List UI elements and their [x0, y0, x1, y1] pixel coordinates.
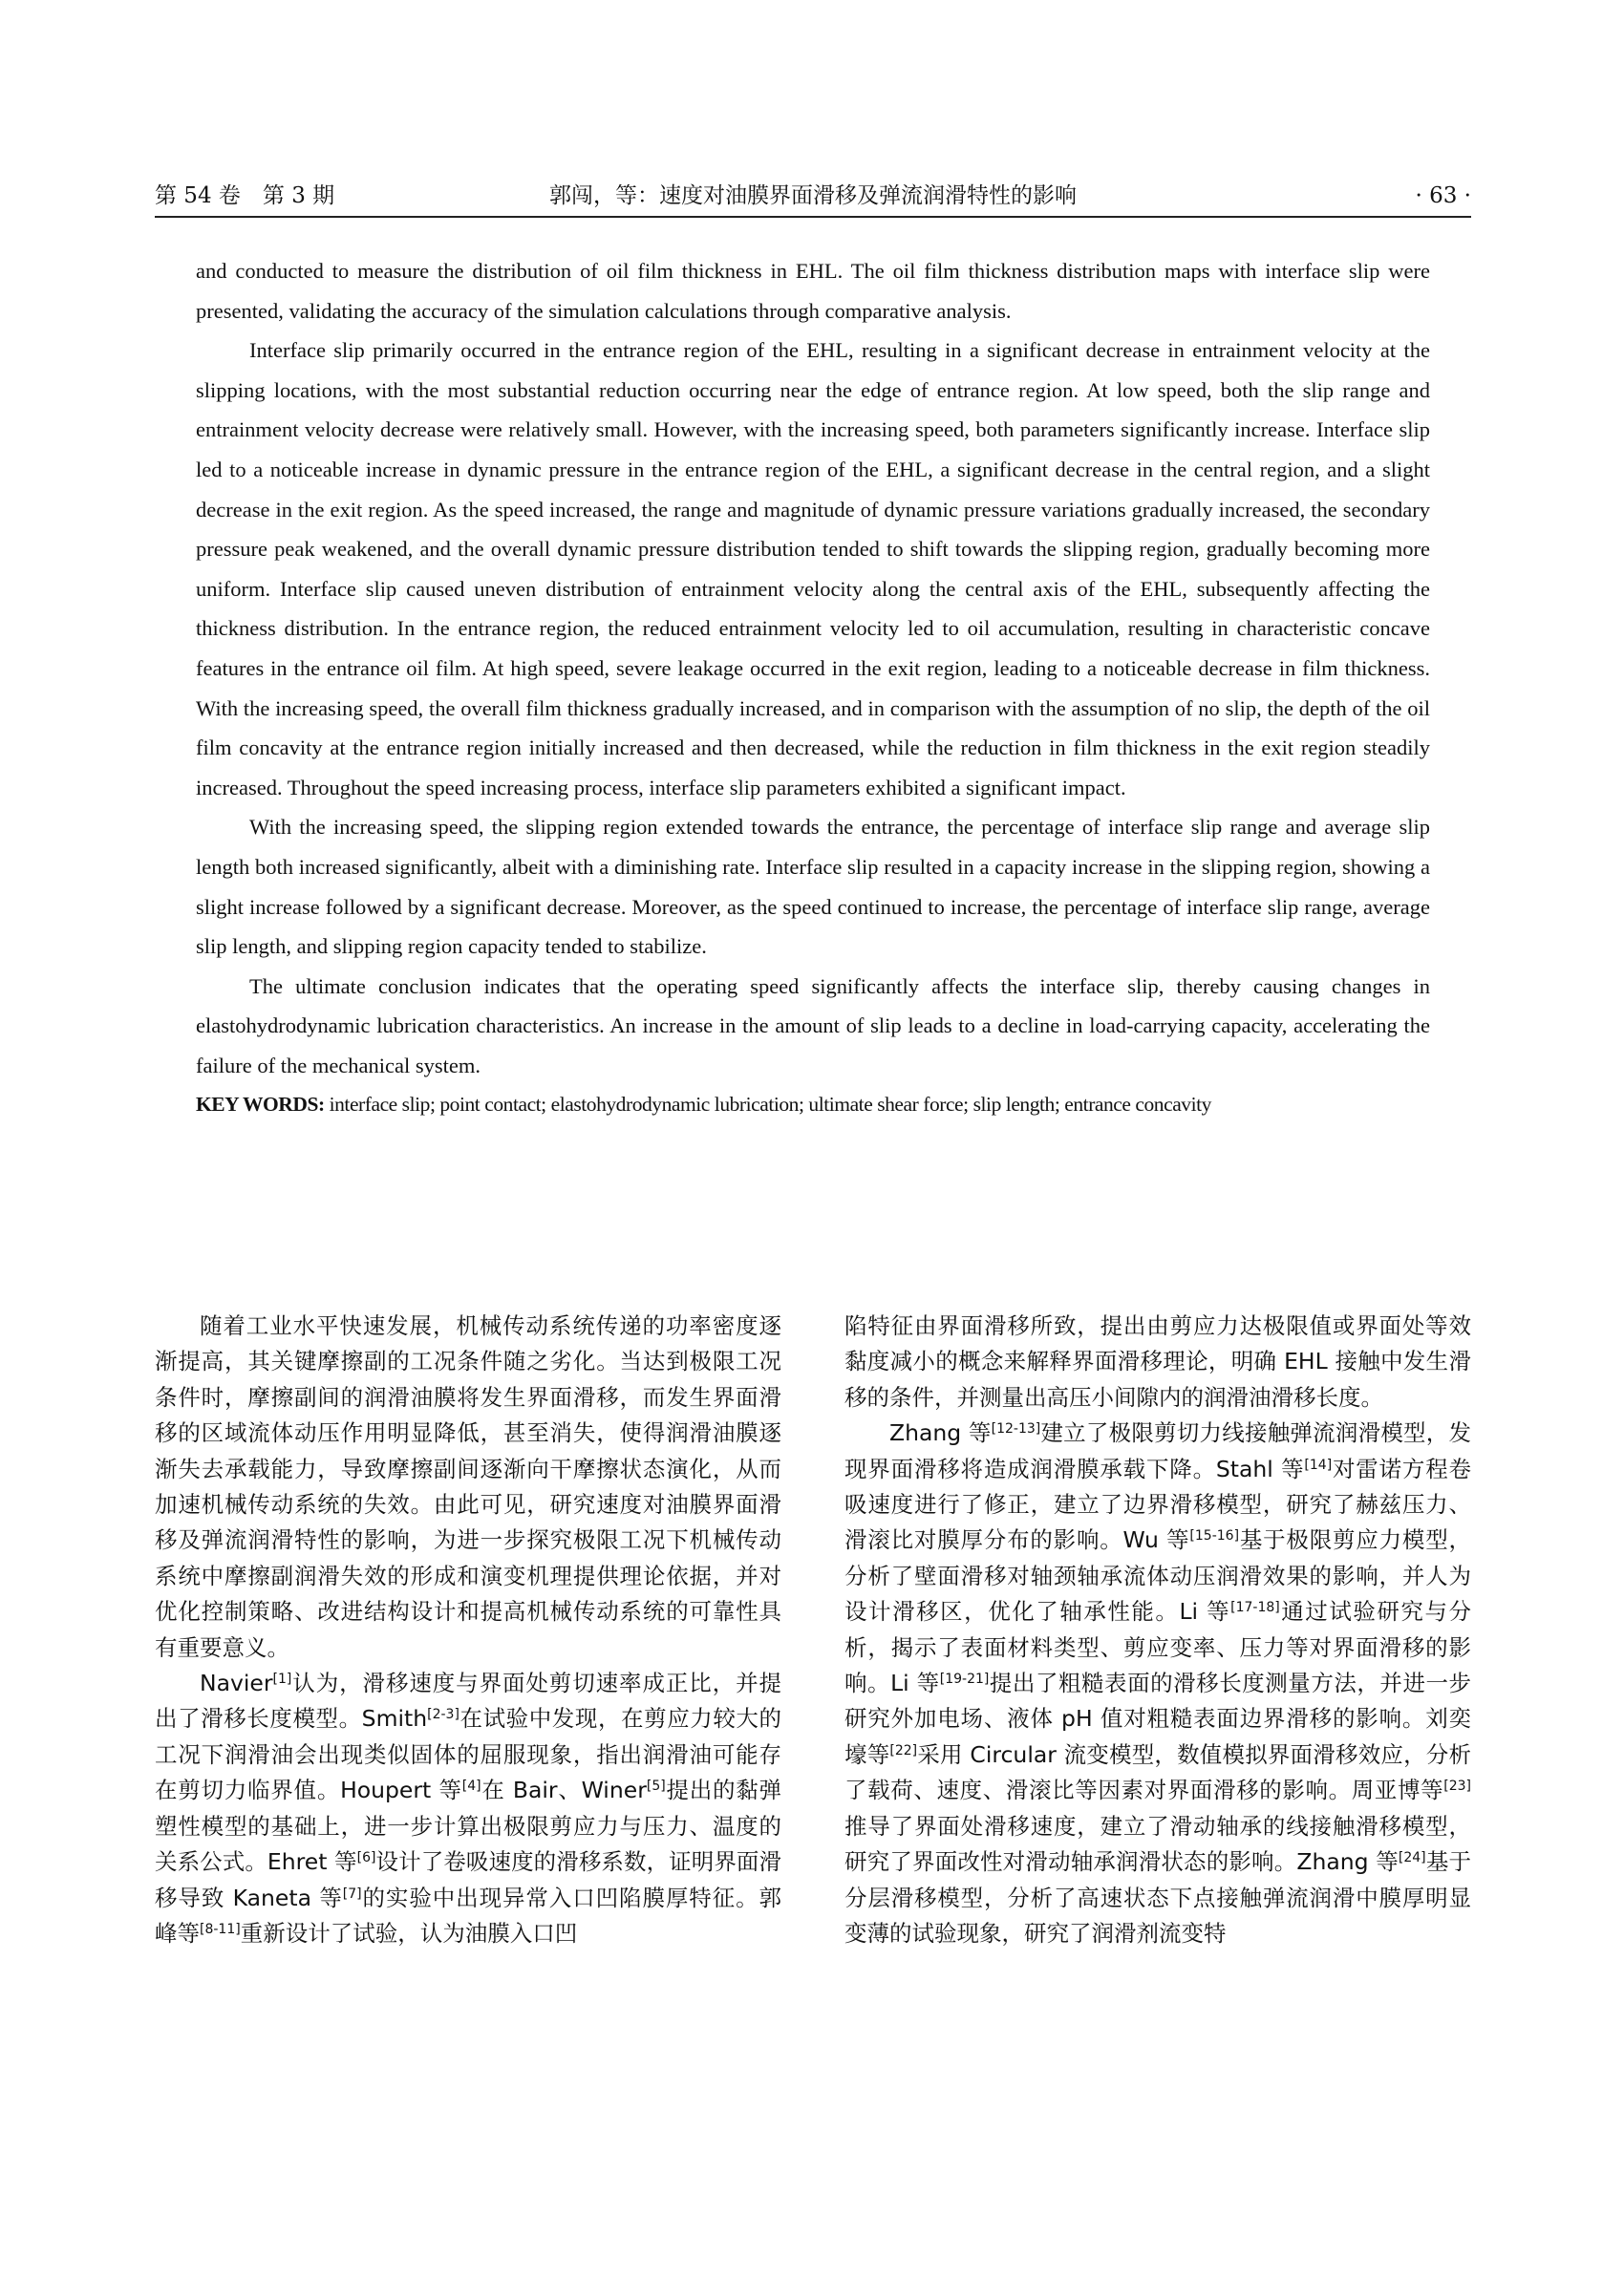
text-run: 在试验中发现，在剪应力较大的工况下润滑油会出现类似固体的屈服现象，指出润滑油可能存在剪切力临界值。Houpert 等 — [155, 1705, 782, 1804]
text-run: 采用 Circular 流变模型，数值模拟界面滑移效应，分析了载荷、速度、滑滚比等因素对界面滑移的影响。周亚博等 — [844, 1740, 1471, 1804]
running-header — [155, 178, 1471, 218]
body-paragraph: 陷特征由界面滑移所致，提出由剪应力达极限值或界面处等效黏度减小的概念来解释界面滑移理论，明确 EHL 接触中发生滑移的条件，并测量出高压小间隙内的润滑油滑移长度。 — [844, 1312, 1471, 1411]
article-short-title: 郭闯，等：速度对油膜界面滑移及弹流润滑特性的影响 — [549, 183, 1077, 208]
text-run: 建立了极限剪切力线接触弹流润滑模型，发现界面滑移将造成润滑膜承载下降。Stahl 等 — [844, 1419, 1471, 1482]
body-paragraph — [155, 1666, 781, 1951]
citation: [19-21] — [939, 1672, 990, 1688]
abstract-paragraph: and conducted to measure the distribution of oil film thickness in EHL. The oil film thickness distribution maps with interface slip were presented, validating the accuracy of the simulation calculations through comparative analysis. — [196, 259, 1430, 323]
text-run: 认为，滑移速度与界面处剪切速率成正比，并提出了滑移长度模型。Smith — [155, 1670, 781, 1733]
citation: [5] — [646, 1779, 666, 1795]
citation: [14] — [1304, 1457, 1333, 1473]
text-run: 基于极限剪应力模型，分析了壁面滑移对轴颈轴承流体动压润滑效果的影响，并人为设计滑移区，优化了轴承性能。Li 等 — [844, 1526, 1471, 1626]
citation: [6] — [356, 1850, 376, 1866]
text-run: Navier — [200, 1670, 273, 1697]
citation: [24] — [1398, 1850, 1426, 1866]
citation: [8-11] — [200, 1921, 241, 1937]
abstract-paragraph: Interface slip primarily occurred in the entrance region of the EHL, resulting in a significant decrease in entrainment velocity at the slipping locations, with the most substantial reduction occurring near the edge of entrance region. At low speed, both the slip range and entrainment velocity decrease were relatively small. However, with the increasing speed, both parameters significantly increase. Interface slip led to a noticeable increase in dynamic pressure in the entrance region of the EHL, a significant decrease in the central region, and a slight decrease in the exit region. As the speed increased, the range and magnitude of dynamic pressure variations gradually increased, the secondary pressure peak weakened, and the overall dynamic pressure distribution tended to shift towards the slipping region, gradually becoming more uniform. Interface slip caused uneven distribution of entrainment velocity along the central axis of the EHL, subsequently affecting the thickness distribution. In the entrance region, the reduced entrainment velocity led to oil accumulation, resulting in characteristic concave features in the entrance oil film. At high speed, severe leakage occurred in the exit region, leading to a noticeable decrease in film thickness. With the increasing speed, the overall film thickness gradually increased, and in comparison with the assumption of no slip, the depth of the oil film concavity at the entrance region initially increased and then decreased, while the reduction in film thickness in the exit region steadily increased. Throughout the speed increasing process, interface slip parameters exhibited a significant impact. — [196, 338, 1430, 799]
body-paragraph: 随着工业水平快速发展，机械传动系统传递的功率密度逐渐提高，其关键摩擦副的工况条件随之劣化。当达到极限工况条件时，摩擦副间的润滑油膜将发生界面滑移，而发生界面滑移的区域流体动压作用明显降低，甚至消失，使得润滑油膜逐渐失去承载能力，导致摩擦副间逐渐向干摩擦状态演化，从而加速机械传动系统的失效。由此可见，研究速度对油膜界面滑移及弹流润滑特性的影响，为进一步探究极限工况下机械传动系统中摩擦副润滑失效的形成和演变机理提供理论依据，并对优化控制策略、改进结构设计和提高机械传动系统的可靠性具有重要意义。 — [155, 1312, 781, 1661]
body-paragraph — [844, 1416, 1471, 1951]
text-run: 设计了卷吸速度的滑移系数，证明界面滑移导致 Kaneta 等 — [155, 1848, 781, 1911]
keywords-list: interface slip; point contact; elastohydrodynamic lubrication; ultimate shear force; slip length; entrance concavity — [324, 1093, 1211, 1117]
citation: [4] — [461, 1779, 481, 1795]
citation: [12-13] — [991, 1421, 1041, 1438]
keywords-label: KEY WORDS: — [196, 1093, 325, 1117]
body-column-left — [155, 1309, 781, 1951]
english-abstract — [196, 251, 1430, 1123]
volume-issue: 第 54 卷 第 3 期 — [155, 183, 335, 208]
citation: [7] — [342, 1886, 362, 1902]
keywords-line — [196, 1085, 1430, 1123]
citation: [2-3] — [427, 1707, 459, 1723]
text-run: Zhang 等 — [889, 1419, 992, 1447]
text-run: 提出了粗糙表面的滑移长度测量方法，并进一步研究外加电场、液体 pH 值对粗糙表面边界滑移的影响。刘奕壕等 — [844, 1670, 1472, 1768]
page-number: · 63 · — [1415, 183, 1471, 208]
body-column-right — [844, 1309, 1471, 1951]
citation: [22] — [889, 1742, 918, 1758]
text-run: 提出的黏弹塑性模型的基础上，进一步计算出极限剪应力与压力、温度的关系公式。Ehret 等 — [155, 1777, 781, 1876]
text-run: 在 Bair、Winer — [481, 1777, 647, 1804]
citation: [23] — [1443, 1779, 1471, 1795]
abstract-paragraph: With the increasing speed, the slipping region extended towards the entrance, the percentage of interface slip range and average slip length both increased significantly, albeit with a diminishing rate. Interface slip resulted in a capacity increase in the slipping region, showing a slight increase followed by a significant decrease. Moreover, as the speed continued to increase, the percentage of interface slip range, average slip length, and slipping region capacity tended to stabilize. — [196, 815, 1430, 959]
text-run: 通过试验研究与分析，揭示了表面材料类型、剪应变率、压力等对界面滑移的影响。Li 等 — [844, 1598, 1471, 1697]
citation: [15-16] — [1189, 1528, 1240, 1545]
text-run: 推导了界面处滑移速度，建立了滑动轴承的线接触滑移模型，研究了界面改性对滑动轴承润滑状态的影响。Zhang 等 — [844, 1812, 1471, 1876]
text-run: 基于分层滑移模型，分析了高速状态下点接触弹流润滑中膜厚明显变薄的试验现象，研究了润滑剂流变特 — [844, 1848, 1471, 1947]
text-run: 对雷诺方程卷吸速度进行了修正，建立了边界滑移模型，研究了赫兹压力、滑滚比对膜厚分布的影响。Wu 等 — [844, 1455, 1471, 1554]
text-run: 的实验中出现异常入口凹陷膜厚特征。郭峰等 — [155, 1884, 781, 1947]
citation: [1] — [272, 1672, 292, 1688]
text-run: 重新设计了试验，认为油膜入口凹 — [240, 1919, 578, 1947]
abstract-paragraph: The ultimate conclusion indicates that the operating speed significantly affects the interface slip, thereby causing changes in elastohydrodynamic lubrication characteristics. An increase in the amount of slip leads to a decline in load-carrying capacity, accelerating the failure of the mechanical system. — [196, 973, 1430, 1077]
citation: [17-18] — [1230, 1600, 1280, 1616]
